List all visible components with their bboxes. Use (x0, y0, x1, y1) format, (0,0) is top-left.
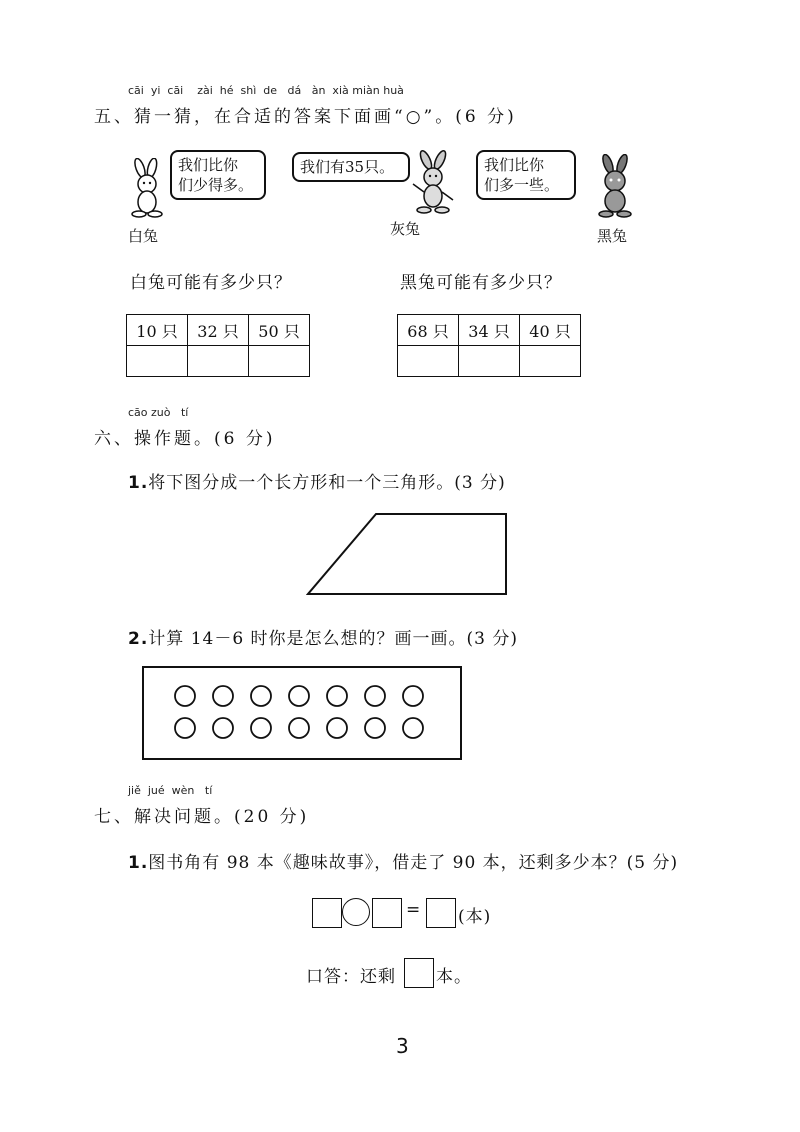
answer-prefix: 口答：还剩 (306, 967, 396, 987)
answer-cell[interactable] (188, 346, 249, 377)
circle (403, 718, 423, 738)
question-number: 1. (128, 853, 149, 873)
white-rabbit-bubble: 我们比你 们少得多。 (170, 150, 266, 200)
question-number: 2. (128, 629, 149, 649)
unit-label: (本) (458, 907, 492, 927)
circles-drawing-box[interactable] (142, 666, 462, 760)
question-white-rabbit: 白兔可能有多少只？ (130, 273, 292, 293)
question-text: 计算 14－6 时你是怎么想的？画一画。(3 分) (148, 629, 519, 649)
section5-pinyin: cāi yi cāi zài hé shì de dá àn xià miàn huà (128, 84, 404, 97)
circle (327, 686, 347, 706)
circle (289, 718, 309, 738)
option-cell: 10 只 (127, 315, 188, 346)
equation-box-2[interactable] (372, 898, 402, 928)
circle (175, 686, 195, 706)
section7-pinyin: jiě jué wèn tí (128, 784, 213, 797)
question-text: 图书角有 98 本《趣味故事》，借走了 90 本，还剩多少本？(5 分) (148, 853, 679, 873)
page-number: 3 (396, 1034, 409, 1058)
option-cell: 40 只 (520, 315, 581, 346)
option-cell: 50 只 (249, 315, 310, 346)
section5-title: 五、猜一猜，在合适的答案下面画“○”。(6 分) (94, 107, 517, 127)
option-cell: 68 只 (398, 315, 459, 346)
question-black-rabbit: 黑兔可能有多少只？ (400, 273, 562, 293)
circle (327, 718, 347, 738)
black-rabbit-icon (590, 154, 640, 220)
white-rabbit-options-table (126, 314, 310, 377)
trapezoid-shape[interactable] (306, 512, 510, 596)
gray-rabbit-label: 灰兔 (390, 220, 421, 238)
equation-result-box[interactable] (426, 898, 456, 928)
operator-circle[interactable] (342, 898, 370, 926)
circle (365, 686, 385, 706)
section6-question-1 (128, 468, 506, 493)
answer-cell[interactable] (520, 346, 581, 377)
black-rabbit-bubble: 我们比你 们多一些。 (476, 150, 576, 200)
answer-cell[interactable] (249, 346, 310, 377)
answer-cell[interactable] (127, 346, 188, 377)
question-text: 将下图分成一个长方形和一个三角形。(3 分) (148, 473, 506, 493)
gray-rabbit-icon (408, 150, 458, 216)
white-rabbit-label: 白兔 (128, 227, 159, 245)
circle (403, 686, 423, 706)
circle (289, 686, 309, 706)
section6-pinyin: cāo zuò tí (128, 406, 189, 419)
circle (251, 686, 271, 706)
option-cell: 34 只 (459, 315, 520, 346)
circle (251, 718, 271, 738)
gray-rabbit-bubble: 我们有35只。 (292, 152, 410, 182)
answer-box[interactable] (404, 958, 434, 988)
circle (365, 718, 385, 738)
section6-question-2 (128, 624, 518, 649)
equals-sign: = (406, 900, 422, 920)
equation-box-1[interactable] (312, 898, 342, 928)
answer-suffix: 本。 (436, 967, 472, 987)
answer-cell[interactable] (398, 346, 459, 377)
black-rabbit-options-table (397, 314, 581, 377)
black-rabbit-label: 黑兔 (597, 227, 628, 245)
section6-title: 六、操作题。(6 分) (94, 429, 276, 449)
white-rabbit-icon (122, 158, 172, 220)
circle (175, 718, 195, 738)
question-number: 1. (128, 473, 149, 493)
section7-question-1 (128, 848, 678, 873)
answer-cell[interactable] (459, 346, 520, 377)
circle (213, 686, 233, 706)
option-cell: 32 只 (188, 315, 249, 346)
circle (213, 718, 233, 738)
section7-title: 七、解决问题。(20 分) (94, 807, 310, 827)
